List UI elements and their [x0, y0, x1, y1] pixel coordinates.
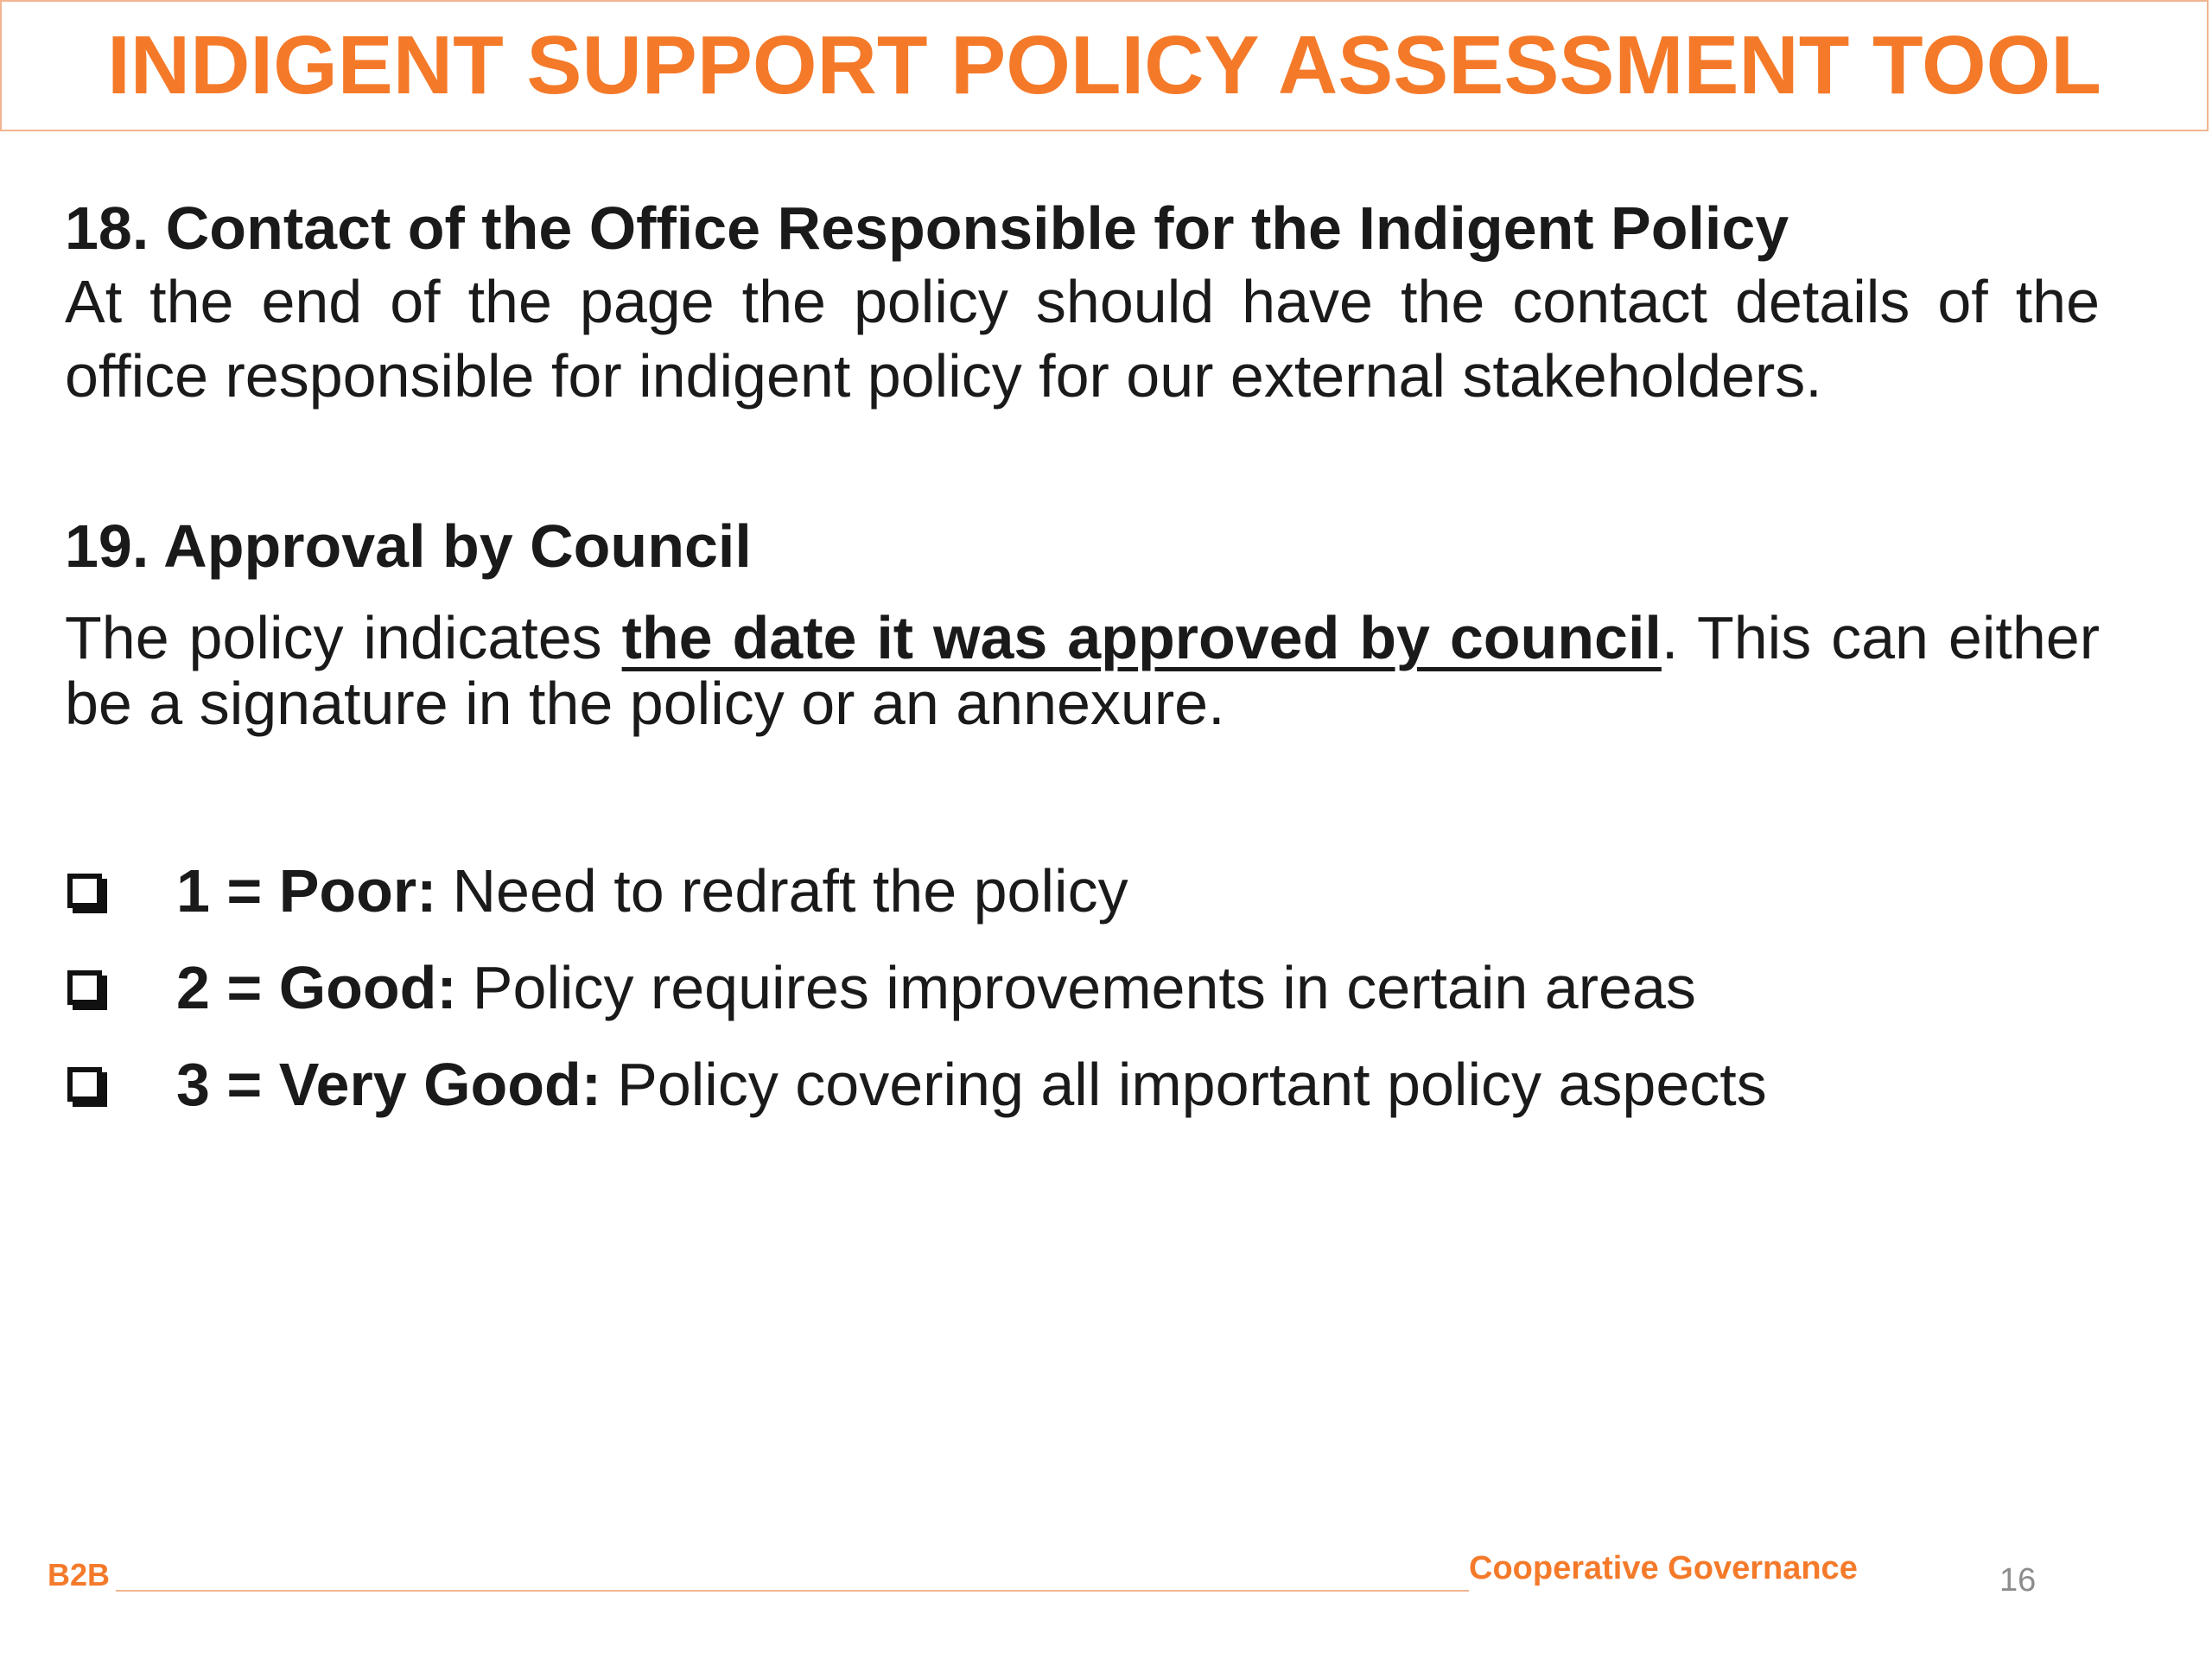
checkbox-icon — [67, 874, 102, 908]
rating-description: Policy requires improvements in certain areas — [472, 954, 1696, 1021]
rating-key: 1 = Poor: — [176, 857, 437, 925]
rating-key: 2 = Good: — [176, 954, 457, 1021]
page-title: INDIGENT SUPPORT POLICY ASSESSMENT TOOL — [107, 19, 2101, 111]
rating-description: Need to redraft the policy — [452, 857, 1128, 925]
rating-list — [67, 842, 2055, 1133]
section-18-heading: 18. Contact of the Office Responsible for the Indigent Policy — [65, 194, 1789, 262]
section-19-body-suffix: . This can either be a signature in the policy or an annexure. — [65, 604, 2100, 737]
footer-left-label: B2B — [48, 1557, 111, 1592]
rating-item-good — [67, 939, 2055, 1036]
title-bar — [0, 0, 2209, 131]
rating-item-very-good — [67, 1036, 2055, 1133]
rating-key: 3 = Very Good: — [176, 1051, 602, 1118]
footer-divider — [116, 1590, 1469, 1592]
checkbox-icon — [67, 1067, 102, 1102]
section-18 — [65, 192, 2100, 413]
footer — [0, 1538, 2212, 1642]
section-18-body: At the end of the page the policy should have the contact details of the office responsible for indigent policy for our external stakeholders. — [65, 268, 2100, 410]
page-number: 16 — [1999, 1562, 2037, 1599]
checkbox-icon — [67, 970, 102, 1005]
section-19-body — [65, 605, 2100, 736]
rating-description: Policy covering all important policy aspects — [617, 1051, 1767, 1118]
section-19-body-emphasis: the date it was approved by council — [621, 604, 1662, 671]
section-19-body-prefix: The policy indicates — [65, 604, 622, 671]
section-19 — [65, 510, 2100, 736]
rating-item-poor — [67, 842, 2055, 939]
footer-right-label: Cooperative Governance — [1469, 1550, 1858, 1586]
section-19-heading: 19. Approval by Council — [65, 512, 752, 580]
